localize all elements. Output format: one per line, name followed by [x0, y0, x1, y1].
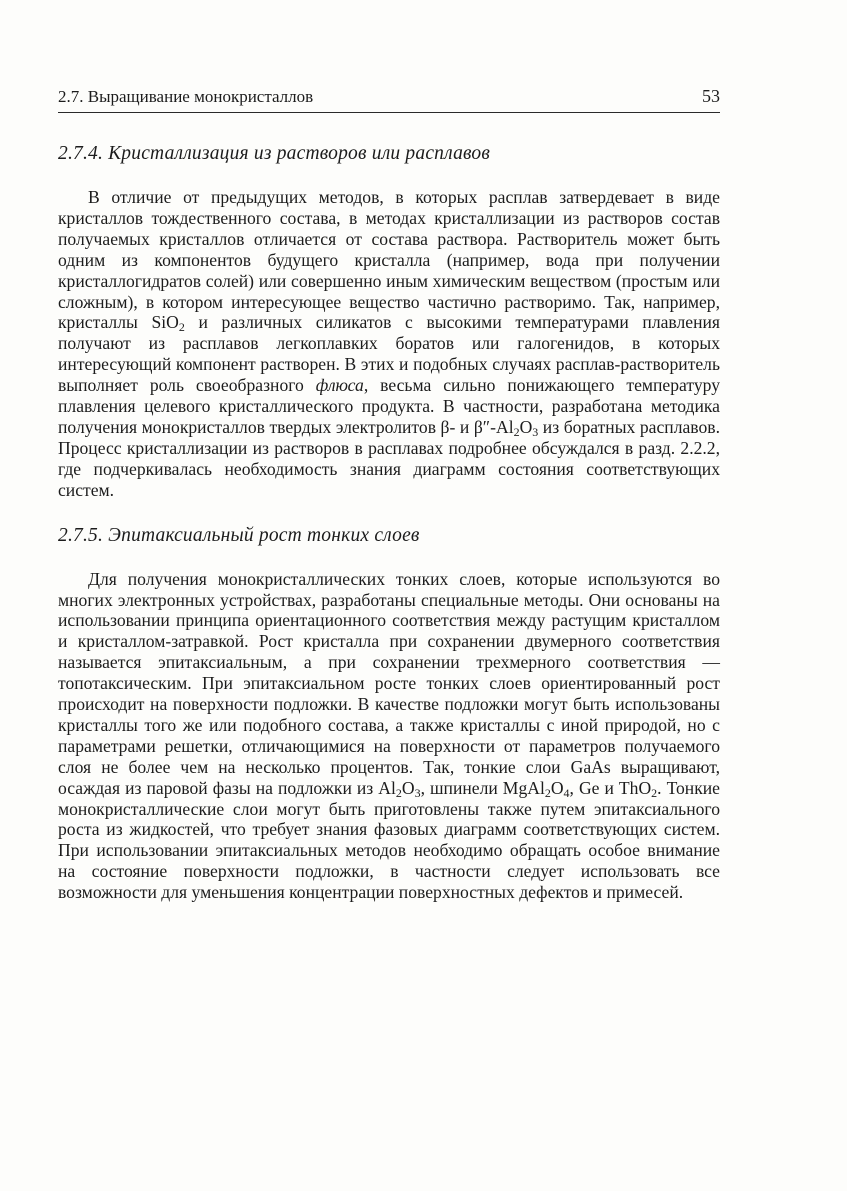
- text-run: , шпинели MgAl: [420, 777, 545, 798]
- text-run: O: [519, 416, 533, 437]
- text-run: , весьма сильно понижающего температуру плавления целевого кристаллического продукта. В частности, разработана методика получения монокристаллов твердых электролитов β- и β″-Al: [58, 375, 720, 437]
- text-run: O: [401, 777, 415, 798]
- italic-term: флюса: [315, 375, 364, 396]
- text-run: , Ge и ThO: [569, 777, 652, 798]
- text-run: из боратных расплавов. Процесс кристаллизации из растворов в расплавах подробнее обсуждался в разд. 2.2.2, где подчеркивалась необходимость знания диаграмм состояния соответствующих систем.: [58, 416, 720, 500]
- body-paragraph: [58, 569, 720, 904]
- subscript: 3: [532, 424, 539, 439]
- text-run: В отличие от предыдущих методов, в которых расплав затвердевает в виде кристаллов тождественного состава, в методах кристаллизации из растворов состав получаемых кристаллов отличается от состава раствора. Растворитель может быть одним из компонентов будущего кристалла (например, вода при получении кристаллогидратов солей) или совершенно иным химическим веществом (простым или сложным), в котором интересующее вещество частично растворимо. Так, например, кристаллы SiO: [58, 187, 720, 333]
- subscript: 2: [651, 785, 658, 800]
- subscript: 2: [395, 785, 402, 800]
- subscript: 2: [544, 785, 551, 800]
- text-run: O: [550, 777, 564, 798]
- text-run: и различных силикатов с высокими температурами плавления получают из расплавов легкоплавких боратов или галогенидов, в которых интересующий компонент растворен. В этих и подобных случаях расплав-растворитель выполняет роль своеобразного: [58, 312, 721, 396]
- subscript: 3: [414, 785, 421, 800]
- running-header: [58, 86, 720, 113]
- running-title: 2.7. Выращивание монокристаллов: [58, 87, 314, 106]
- text-run: . Тонкие монокристаллические слои могут быть приготовлены также путем эпитаксиального роста из жидкостей, что требует знания фазовых диаграмм соответствующих систем. При использовании эпитаксиальных методов необходимо обращать особое внимание на состояние поверхности подложки, в частности следует использовать все возможности для уменьшения концентрации поверхностных дефектов и примесей.: [58, 777, 720, 903]
- book-page: [58, 86, 720, 903]
- section-heading-crystallization: 2.7.4. Кристаллизация из растворов или расплавов: [58, 143, 491, 164]
- page-number: 53: [702, 86, 720, 106]
- body-paragraph: [58, 187, 720, 501]
- text-run: Для получения монокристаллических тонких слоев, которые используются во многих электронных устройствах, разработаны специальные методы. Они основаны на использовании принципа ориентационного соответствия между растущим кристаллом и кристаллом-затравкой. Рост кристалла при сохранении двумерного соответствия называется эпитаксиальным, а при сохранении трехмерного соответствия — топотаксическим. При эпитаксиальном росте тонких слоев ориентированный рост происходит на поверхности подложки. В качестве подложки могут быть использованы кристаллы того же или подобного состава, а также кристаллы с иной природой, но с параметрами решетки, отличающимися на поверхности от параметров получаемого слоя не более чем на несколько процентов. Так, тонкие слои GaAs выращивают, осаждая из паровой фазы на подложки из Al: [58, 568, 720, 798]
- subscript: 4: [563, 785, 570, 800]
- section-heading-epitaxy: 2.7.5. Эпитаксиальный рост тонких слоев: [58, 524, 420, 546]
- subscript: 2: [178, 320, 185, 335]
- subscript: 2: [513, 424, 520, 439]
